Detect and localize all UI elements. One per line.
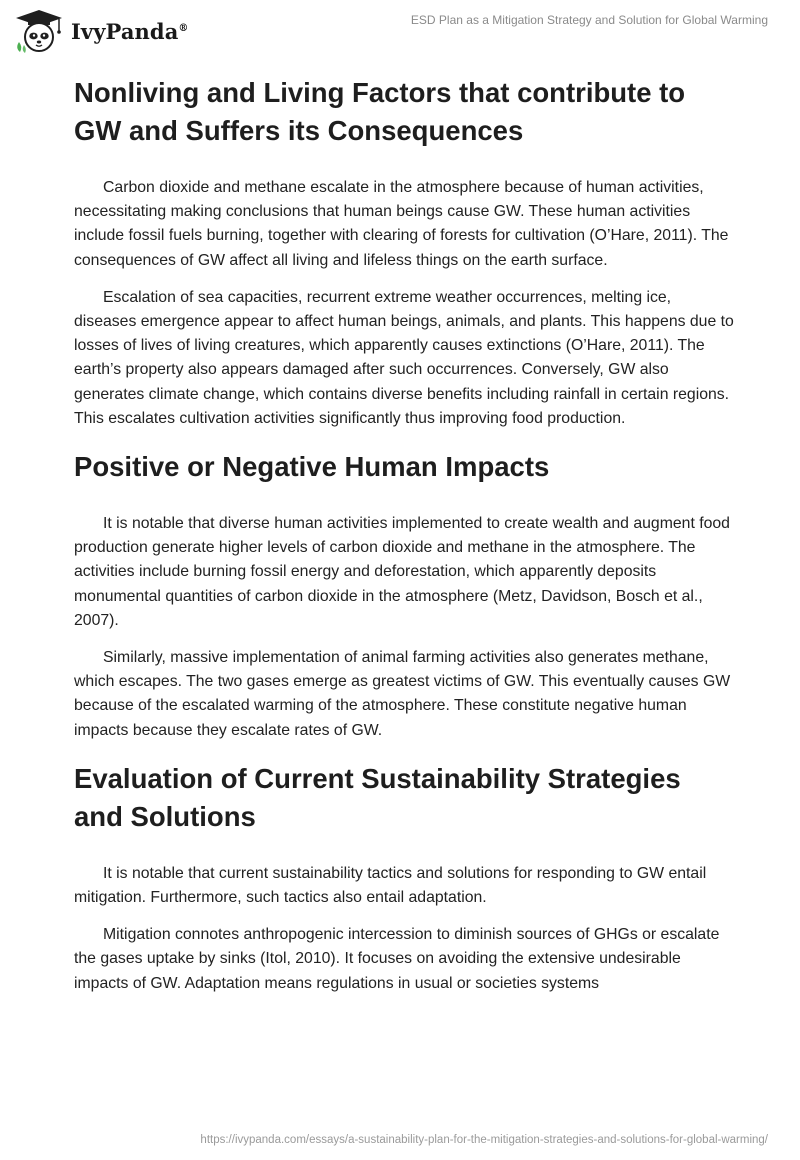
paragraph: It is notable that current sustainability tactics and solutions for responding to GW entail mitigation. Furthermore, such tactics also entail adaptation. [74,864,707,907]
essay-body [74,74,734,1009]
paragraph: Escalation of sea capacities, recurrent extreme weather occurrences, melting ice, diseases emergence appear to affect human beings, animals, and plants. This happens due to losses of lives of living creatures, which apparently causes extinctions (O’Hare, 2011). The earth’s property also appears damaged after such occurrences. Conversely, GW also generates climate change, which contains diverse benefits including rainfall in certain regions. This escalates cultivation activities significantly thus improving food production. [74,288,734,427]
ivypanda-logo[interactable] [13,9,189,53]
registered-mark: ® [178,22,189,34]
logo-text: IvyPanda® [71,18,189,44]
paragraph: Carbon dioxide and methane escalate in the atmosphere because of human activities, necessitating making conclusions that human beings cause GW. These human activities include fossil fuels burning, together with clearing of forests for cultivation (O’Hare, 2011). The consequences of GW affect all living and lifeless things on the earth surface. [74,179,729,269]
panda-graduate-icon [13,9,65,53]
section-heading: Nonliving and Living Factors that contribute to GW and Suffers its Consequences [74,77,686,146]
paragraph: It is notable that diverse human activities implemented to create wealth and augment food production generate higher levels of carbon dioxide and methane in the atmosphere. The activities include burning fossil energy and deforestation, which apparently deposits monumental quantities of carbon dioxide in the atmosphere (Metz, Davidson, Bosch et al., 2007). [74,515,730,629]
section-heading: Evaluation of Current Sustainability Strategies and Solutions [74,762,681,832]
section-nonliving-living-factors [74,74,734,431]
section-human-impacts [74,448,734,743]
section-sustainability-evaluation [74,760,734,996]
document-title: ESD Plan as a Mitigation Strategy and Solution for Global Warming [410,13,768,27]
source-url[interactable]: https://ivypanda.com/essays/a-sustainability-plan-for-the-mitigation-strategies-and-solutions-for-global-warming/ [200,1134,768,1146]
paragraph: Similarly, massive implementation of animal farming activities also generates methane, which escapes. The two gases emerge as greatest victims of GW. This eventually causes GW because of the escalated warming of the atmosphere. These constitute negative human impacts because they escalate rates of GW. [74,649,731,739]
paragraph: Mitigation connotes anthropogenic intercession to diminish sources of GHGs or escalate the gases uptake by sinks (Itol, 2010). It focuses on avoiding the extensive undesirable impacts of GW. Adaptation means regulations in usual or societies systems [74,926,720,992]
section-heading: Positive or Negative Human Impacts [74,451,550,483]
page-header [0,0,800,60]
